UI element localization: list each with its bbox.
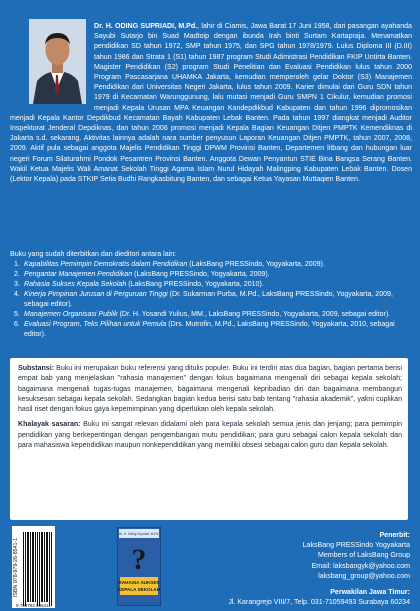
book-details: (Dr. H. Yosandi Yulius, MM., LaksBang PRESSindo, Yogyakarta, 2009, sebagai editor). [117, 311, 391, 318]
book-cover-author: Dr. H. Oding Supriadi, M.Pd. [118, 532, 160, 536]
publisher-line: LaksBang PRESSindo Yogyakarta [302, 542, 410, 550]
book-number: 5. [14, 311, 20, 318]
author-name: Dr. H. ODING SUPRIADI, M.Pd. [94, 23, 198, 30]
book-number: 4. [14, 291, 20, 298]
svg-text:?: ? [131, 543, 147, 576]
publisher-email: laksbang_group@yahoo.com [318, 572, 410, 580]
summary-text [18, 364, 402, 456]
barcode [12, 526, 55, 608]
publisher-email: Email: laksbangyk@yahoo.com [311, 562, 410, 570]
book-details: (LaksBang PRESSindo, Yogyakarta, 2009). [187, 261, 325, 268]
publisher-line: Members of LaksBang Group [317, 552, 410, 560]
book-title: Kinerja Pimpinan Jurusan di Perguruan Tinggi [24, 291, 168, 298]
book-title: Manajemen Organisasi Publik [24, 311, 118, 318]
book-details: (Dr. Sukarman Purba, M.Pd., LaksBang PRESSindo, Yogyakarta, 2009, sebagai editor). [24, 291, 393, 308]
author-bio [10, 22, 412, 185]
barcode-number: 9 789792 685411 [16, 603, 51, 608]
book-number: 3. [14, 281, 20, 288]
publisher-heading: Penerbit: [379, 532, 410, 539]
book-details: (LaksBang PRESSindo, Yogyakarta, 2009). [132, 271, 270, 278]
book-number: 2. [14, 271, 20, 278]
book-list [10, 260, 410, 340]
svg-text:KEPALA SEKOLAH: KEPALA SEKOLAH [117, 587, 161, 592]
book-title: Rahasia Sukses Kepala Sekolah [24, 281, 127, 288]
khalayak-text: Buku ini sangat relevan didalami oleh para kepala sekolah semua jenis dan jenjang; para pemimpin pendidikan yang berkepentingan dengan pengembangan mutu pendidikan; para guru sebagai calon kepala sekolah dan para mahasiswa kependidikan maupun nonkependidikan yang memiliki obsesi sebagai calon guru dan kepala sekolah. [18, 421, 402, 450]
representative-heading: Perwakilan Jawa Timur: [330, 589, 410, 597]
khalayak-paragraph [18, 420, 402, 451]
book-item [10, 260, 410, 270]
isbn-text: ISBN 978-979-26-8541-1 [13, 537, 19, 597]
svg-text:RAHASIA SUKSES: RAHASIA SUKSES [118, 580, 160, 585]
books-intro: Buku yang sudah diterbitkan dan dieditori antara lain: [10, 251, 177, 258]
book-item [10, 320, 410, 340]
substansi-paragraph [18, 364, 402, 415]
author-bio-text: , lahir di Ciamis, Jawa Barat 17 Juni 1958, dari pasangan ayahanda Sayubi Sutarjo bin Suad Madtoip dengan ibunda Irah binti Surtam Kartapraja. Menamatkan pendidikan SD tahun 1972, SMP tahun 1975, dan SPG tahun 1978/1979. Lulus Diploma III (D.III) tahun 1986 dan Strata 1 (S1) tahun 1987 program Studi Adimistrasi Pendidikan FKIP Untirta Banten. Magister Pendidikan (S2) program Studi Penelitian dan Evaluasi Pendidikan lulus tahun 2000 Program Pascasarjana UHAMKA Jakarta, kemudian memperoleh gelar Doktor (S3) Manajemen Pendidikan dari Universitas Negeri Jakarta, lulus tahun 2009. Karier dimulai dari Guru SDN tahun 1979 di Kecamatan Warunggunung, lalu mutasi menjadi Guru SMPN 1 Cikulur, kemudian promosi menjadi Kepala Urusan MPA Keuangan Kandepdikbud Kabupaten dan tahun 1996 dipromosikan menjadi Kepala Kantor Depdikbud Kecamatan Bayah Kabupaten Lebak Banten. Pada tahun 1997 diangkat menjadi Auditor Inspektorat Jenderal Depdiknas, dan tahun 2006 promosi menjadi Kepala Bagian Keuangan Ditjen PMPTK Kemendiknas di Jakarta s.d. sekarang. Aktivitas lainnya adalah nara sumber penyusun Laporan Keuangan Ditjen PMPTK, tahun 2007, 2008, 2009. Aktif pula sebagai anggota Majelis Pendidikan Tinggi DPWM Provinsi Banten, Departemen litbang dan hubungan luar negeri Forum Silaturahmi Pondok Pesantren Provinsi Banten. Anggota Dewan Penyantun STIE Bina Bangsa Serang Banten. Wakil Ketua Majelis Wali Amanat Sekolah Tinggi Agama Islam Nurul Hidayah Malingping Kabupaten Lebak Banten. Dosen (Lektor Kepala) pada STKIP Setia Budhi Rangkasbitung Banten, dan sebagai Ketua Yayasan Muttaqien Banten. [10, 23, 412, 184]
book-item [10, 270, 410, 280]
barcode-bars [22, 532, 53, 606]
publisher-info [180, 531, 410, 608]
book-item [10, 280, 410, 290]
book-item [10, 310, 410, 320]
substansi-label: Substansi: [18, 365, 55, 372]
book-title: Kapabilitas Pemimpin Demokratis dalam Pendidikan [24, 261, 188, 268]
khalayak-label: Khalayak sasaran: [18, 421, 81, 429]
book-title: Evaluasi Program, Teks Pilihan untuk Pemula [24, 321, 167, 328]
book-number: 1. [14, 261, 20, 268]
representative-address: Jl. Karangrejo VIII/7, Telp. 031-71059493 Surabaya 60234 [228, 599, 410, 607]
substansi-text: Buku ini merupakan buku referensi yang ditulis populer. Buku ini terdiri atas dua bagian, bagian pertama berisi empat bab yang menjelaskan "rahasia manajemen" dengan fokus bagaimana mengenali diri sebagai kepala sekolah; bagaimana mengenali tugas-tugas manajemen, bagaimana mengenali kepribadian diri dan bagaimana membangun kesuksesan sebagai kepala sekolah. Sedangkan bagian kedua berisi satu bab tentang "rahasia akademik", yakni cuplikan hasil riset dengan fokus gaya kepemimpinan yang diperlukan oleh kepala sekolah. [18, 365, 402, 414]
book-number: 6. [14, 321, 20, 328]
book-details: (Drs. Mutrofin, M.Pd., LaksBang PRESSindo, Yogyakarta, 2010, sebagai editor). [24, 321, 395, 338]
book-item [10, 290, 410, 310]
book-title: Pengantar Manajemen Pendidikan [24, 271, 133, 278]
book-details: (LaksBang PRESSindo, Yogyakarta, 2010). [126, 281, 264, 288]
book-cover-thumbnail [117, 527, 161, 606]
